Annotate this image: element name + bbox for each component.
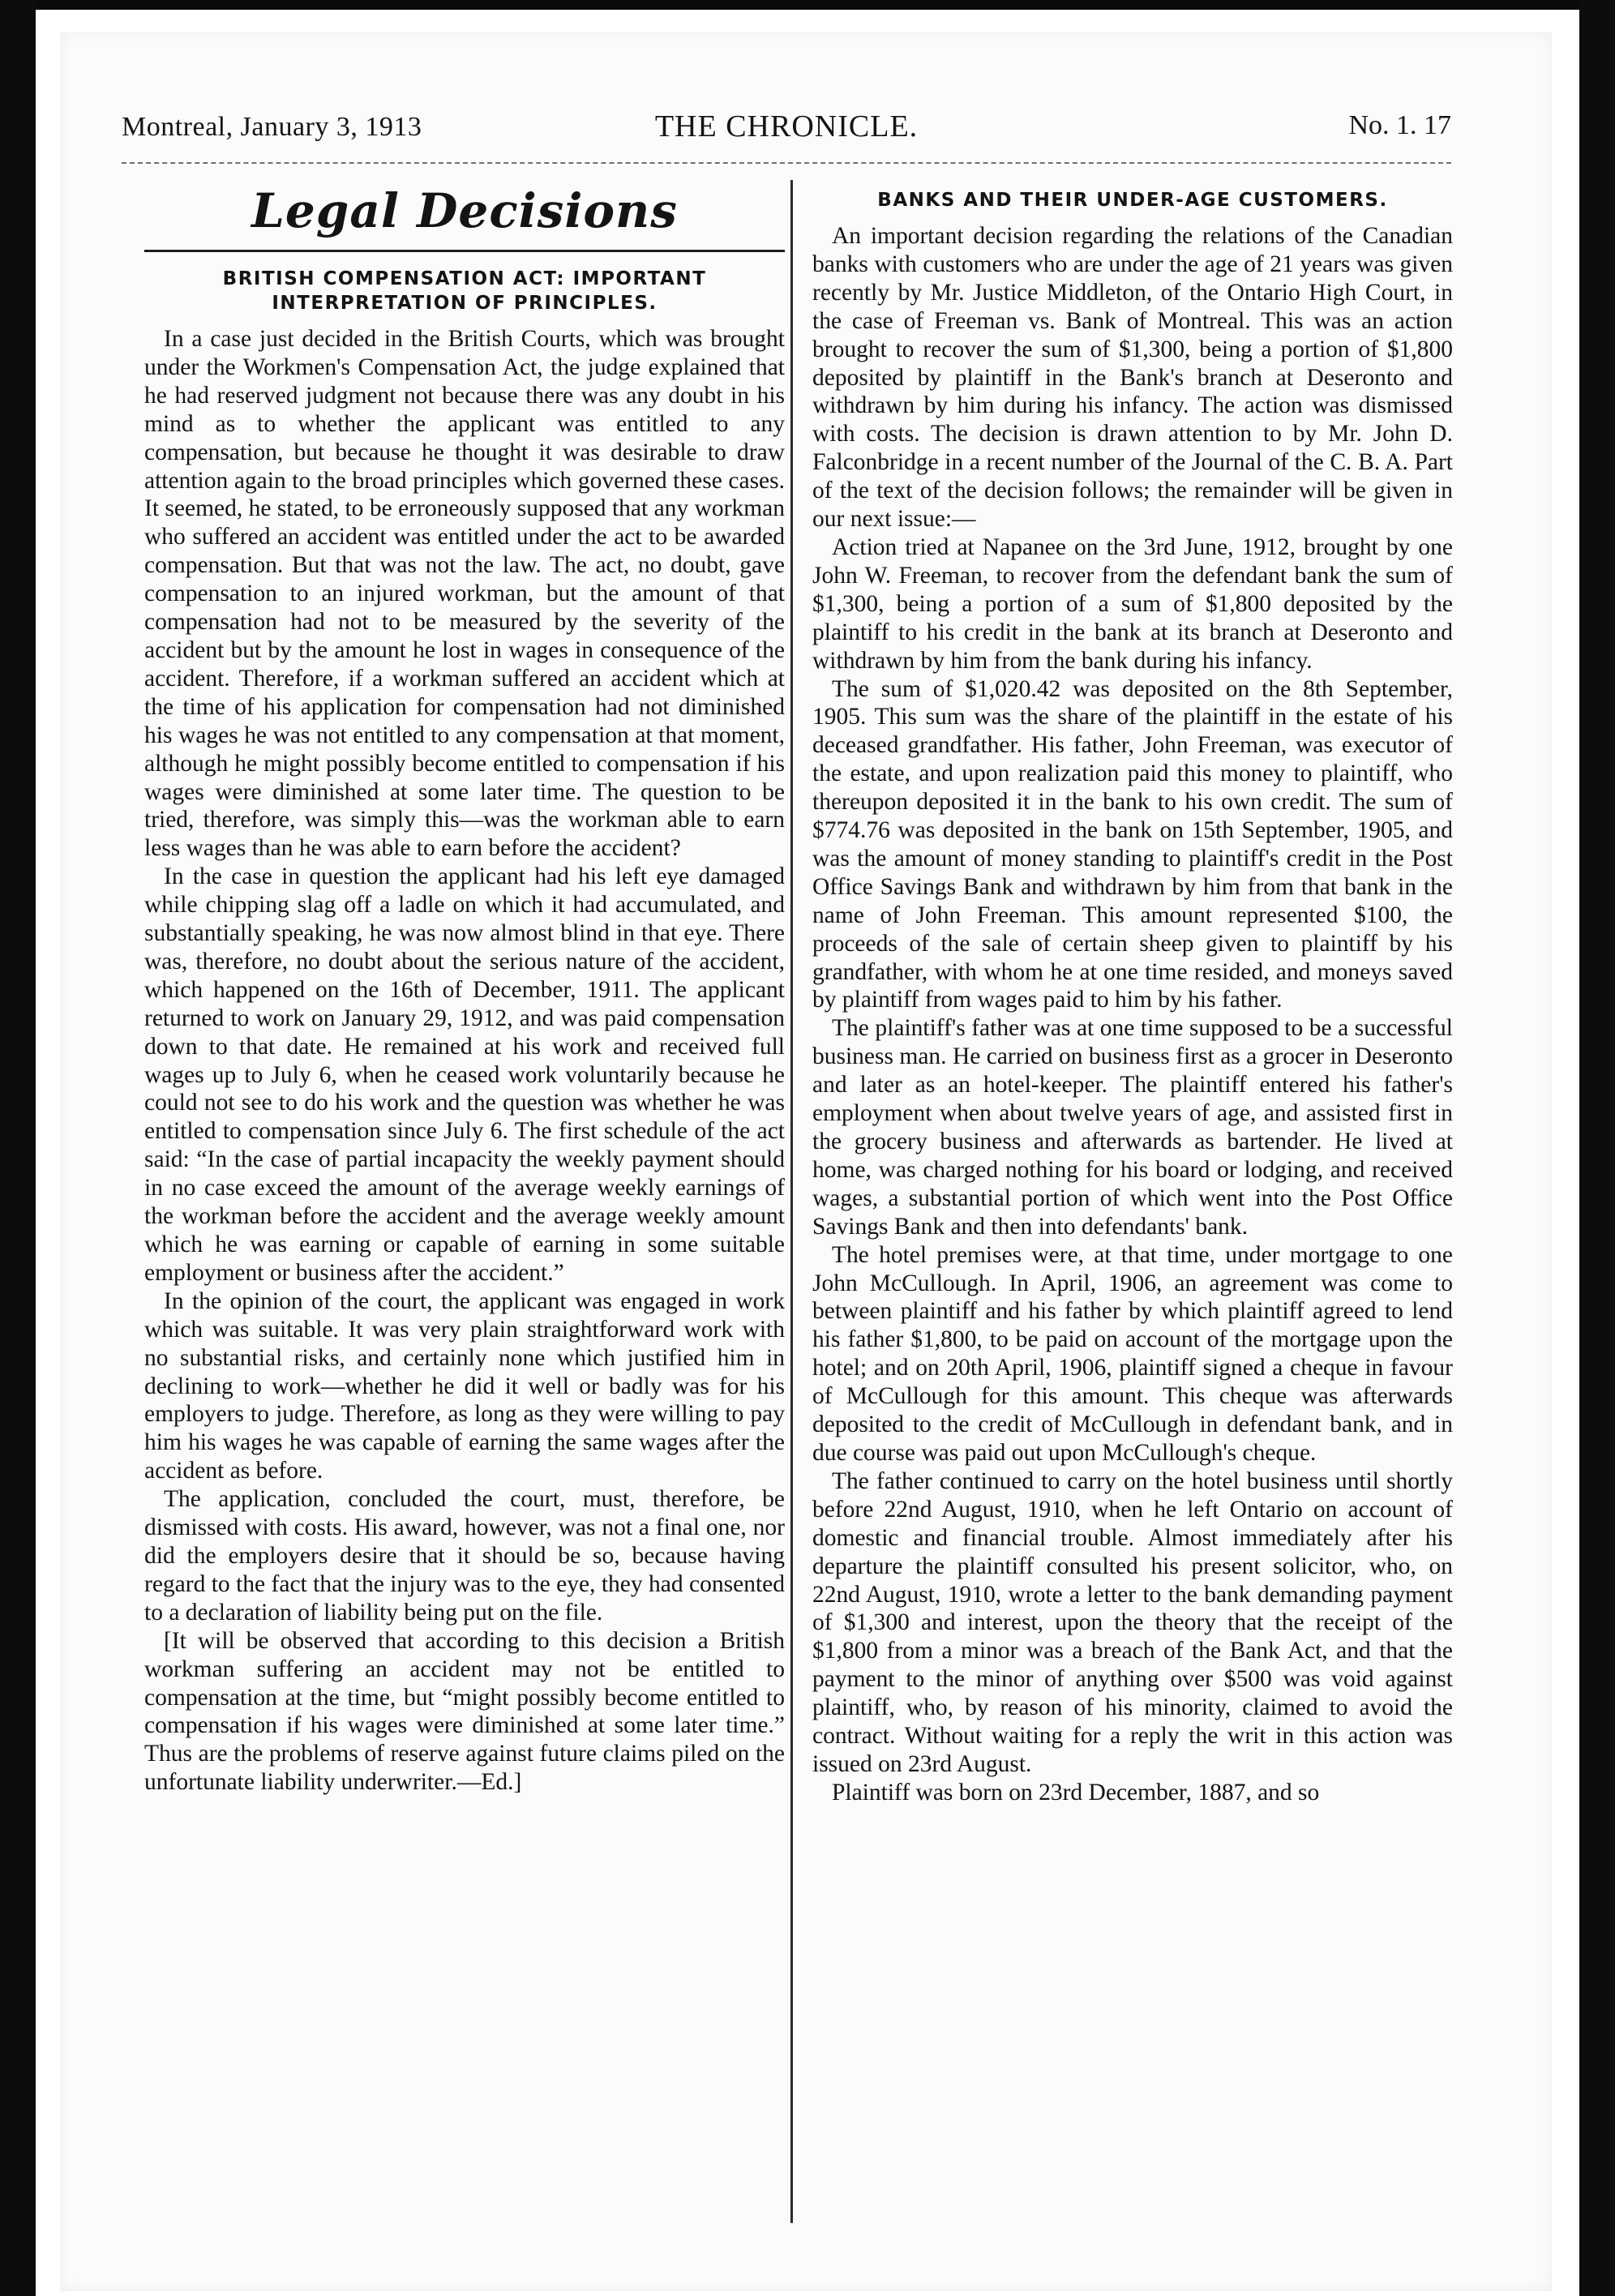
paragraph: The plaintiff's father was at one time supposed to be a successful business man. He carried on business first as a grocer in Deseronto and later as an hotel-keeper. The plaintiff entered his father's employment when about twelve years of age, and assisted first in the grocery business and afterwards as bartender. He lived at home, was charged nothing for his board or lodging, and received wages, a substantial portion of which went into the Post Office Savings Bank and then into defendants' bank. <box>812 1015 1453 1240</box>
right-column <box>812 183 1453 1807</box>
article-title-compensation: BRITISH COMPENSATION ACT: IMPORTANT INTERPRETATION OF PRINCIPLES. <box>222 268 707 314</box>
paragraph: The application, concluded the court, must, therefore, be dismissed with costs. His award, however, was not a final one, nor did the employers desire that it should be so, because having regard to the fact that the injury was to the eye, they had consented to a declaration of liability being put on the file. <box>144 1486 785 1626</box>
paragraph: The father continued to carry on the hotel business until shortly before 22nd August, 1910, when he left Ontario on account of domestic and financial trouble. Almost immediately after his departure the plaintiff consulted his present solicitor, who, on 22nd August, 1910, wrote a letter to the bank demanding payment of $1,300 and interest, upon the theory that the receipt of the $1,800 from a minor was a breach of the Bank Act, and that the payment to the minor of anything over $500 was void against plaintiff, who, by reason of his minority, claimed to avoid the contract. Without waiting for a reply the writ in this action was issued on 23rd August. <box>812 1467 1453 1777</box>
dateline: Montreal, January 3, 1913 <box>122 112 422 142</box>
left-column <box>144 183 785 1797</box>
article-title-banks: BANKS AND THEIR UNDER-AGE CUSTOMERS. <box>877 190 1388 211</box>
paragraph: Action tried at Napanee on the 3rd June, 1912, brought by one John W. Freeman, to recover from the defendant bank the sum of $1,300, being a portion of a sum of $1,800 deposited by the plaintiff to his credit in the bank at its branch at Deseronto and withdrawn by him from the bank during his infancy. <box>812 533 1453 674</box>
column-divider <box>790 180 793 2223</box>
scan-border-top <box>0 0 1615 10</box>
scan-border-right <box>1579 0 1615 2296</box>
paragraph: In a case just decided in the British Courts, which was brought under the Workmen's Compensation Act, the judge explained that he had reserved judgment not because there was any doubt in his mind as to whether the applicant was entitled to any compensation, but because he thought it was desirable to draw attention again to the broad principles which governed these cases. It seemed, he stated, to be erroneously supposed that any workman who suffered an accident was entitled under the act to be awarded compensation. But that was not the law. The act, no doubt, gave compensation to an injured workman, but the amount of that compensation had not to be measured by the severity of the accident but by the amount he lost in wages in consequence of the accident. Therefore, if a workman suffered an accident which at the time of his application for compensation had not diminished his wages he was not entitled to any compensation at that moment, although he might possibly become entitled to compensation if his wages were diminished at some later time. The question to be tried, therefore, was simply this—was the workman able to earn less wages than he was able to earn before the accident? <box>144 326 785 862</box>
section-title: Legal Decisions <box>251 183 678 238</box>
paragraph: In the opinion of the court, the applicant was engaged in work which was suitable. It was very plain straightforward work with no substantial risks, and certainly none which justified him in declining to work—whether he did it well or badly was for his employers to judge. Therefore, as long as they were willing to pay him his wages he was capable of earning the same wages after the accident as before. <box>144 1287 785 1484</box>
paragraph: The sum of $1,020.42 was deposited on the 8th September, 1905. This sum was the share of the plaintiff in the estate of his deceased grandfather. His father, John Freeman, was executor of the estate, and upon realization paid this money to plaintiff, who thereupon deposited it in the bank to his own credit. The sum of $774.76 was deposited in the bank on 15th September, 1905, and was the amount of money standing to plaintiff's credit in the Post Office Savings Bank and withdrawn by him from that bank in the name of John Freeman. This amount represented $100, the proceeds of the sale of certain sheep given to plaintiff by his grandfather, with whom he at one time resided, and moneys saved by plaintiff from wages paid to him by his father. <box>812 675 1453 1013</box>
issue-number: No. 1. 17 <box>1348 110 1451 140</box>
editor-note: [It will be observed that according to this decision a British workman suffering an accident may not be entitled to compensation at the time, but “might possibly become entitled to compensation if his wages were diminished at some later time.” Thus are the problems of reserve against future claims piled on the unfortunate liability underwriter.—Ed.] <box>144 1627 785 1796</box>
paragraph: Plaintiff was born on 23rd December, 1887, and so <box>832 1779 1320 1806</box>
publication-title: THE CHRONICLE. <box>654 109 919 144</box>
paragraph: The hotel premises were, at that time, under mortgage to one John McCullough. In April, 1906, an agreement was come to between plaintiff and his father by which plaintiff agreed to lend his father $1,800, to be paid on account of the mortgage upon the hotel; and on 20th April, 1906, plaintiff signed a cheque in favour of McCullough for this amount. This cheque was afterwards deposited to the credit of McCullough in defendant bank, and in due course was paid out upon McCullough's cheque. <box>812 1241 1453 1466</box>
paragraph: An important decision regarding the relations of the Canadian banks with customers who are under the age of 21 years was given recently by Mr. Justice Middleton, of the Ontario High Court, in the case of Freeman vs. Bank of Montreal. This was an action brought to recover the sum of $1,300, being a portion of $1,800 deposited by plaintiff in the Bank's branch at Deseronto and withdrawn by him during his infancy. The action was dismissed with costs. The decision is drawn attention to by Mr. John D. Falconbridge in a recent number of the Journal of the C. B. A. Part of the text of the decision follows; the remainder will be given in our next issue:— <box>812 223 1453 533</box>
header-rule <box>122 162 1451 164</box>
scan-border-left <box>0 0 36 2296</box>
section-title-rule <box>144 250 785 252</box>
page-header <box>122 81 1451 146</box>
paragraph: In the case in question the applicant had his left eye damaged while chipping slag off a ladle on which it had accumulated, and substantially speaking, he was now almost blind in that eye. There was, therefore, no doubt about the serious nature of the accident, which happened on the 16th of December, 1911. The applicant returned to work on January 29, 1912, and was paid compensation down to that date. He remained at his work and received full wages up to July 6, when he ceased work voluntarily because he could not see to do his work and the question was whether he was entitled to compensation since July 6. The first schedule of the act said: “In the case of partial incapacity the weekly payment should in no case exceed the amount of the average weekly earnings of the workman before the accident and the average weekly amount which he was earning or capable of earning in some suitable employment or business after the accident.” <box>144 863 785 1286</box>
